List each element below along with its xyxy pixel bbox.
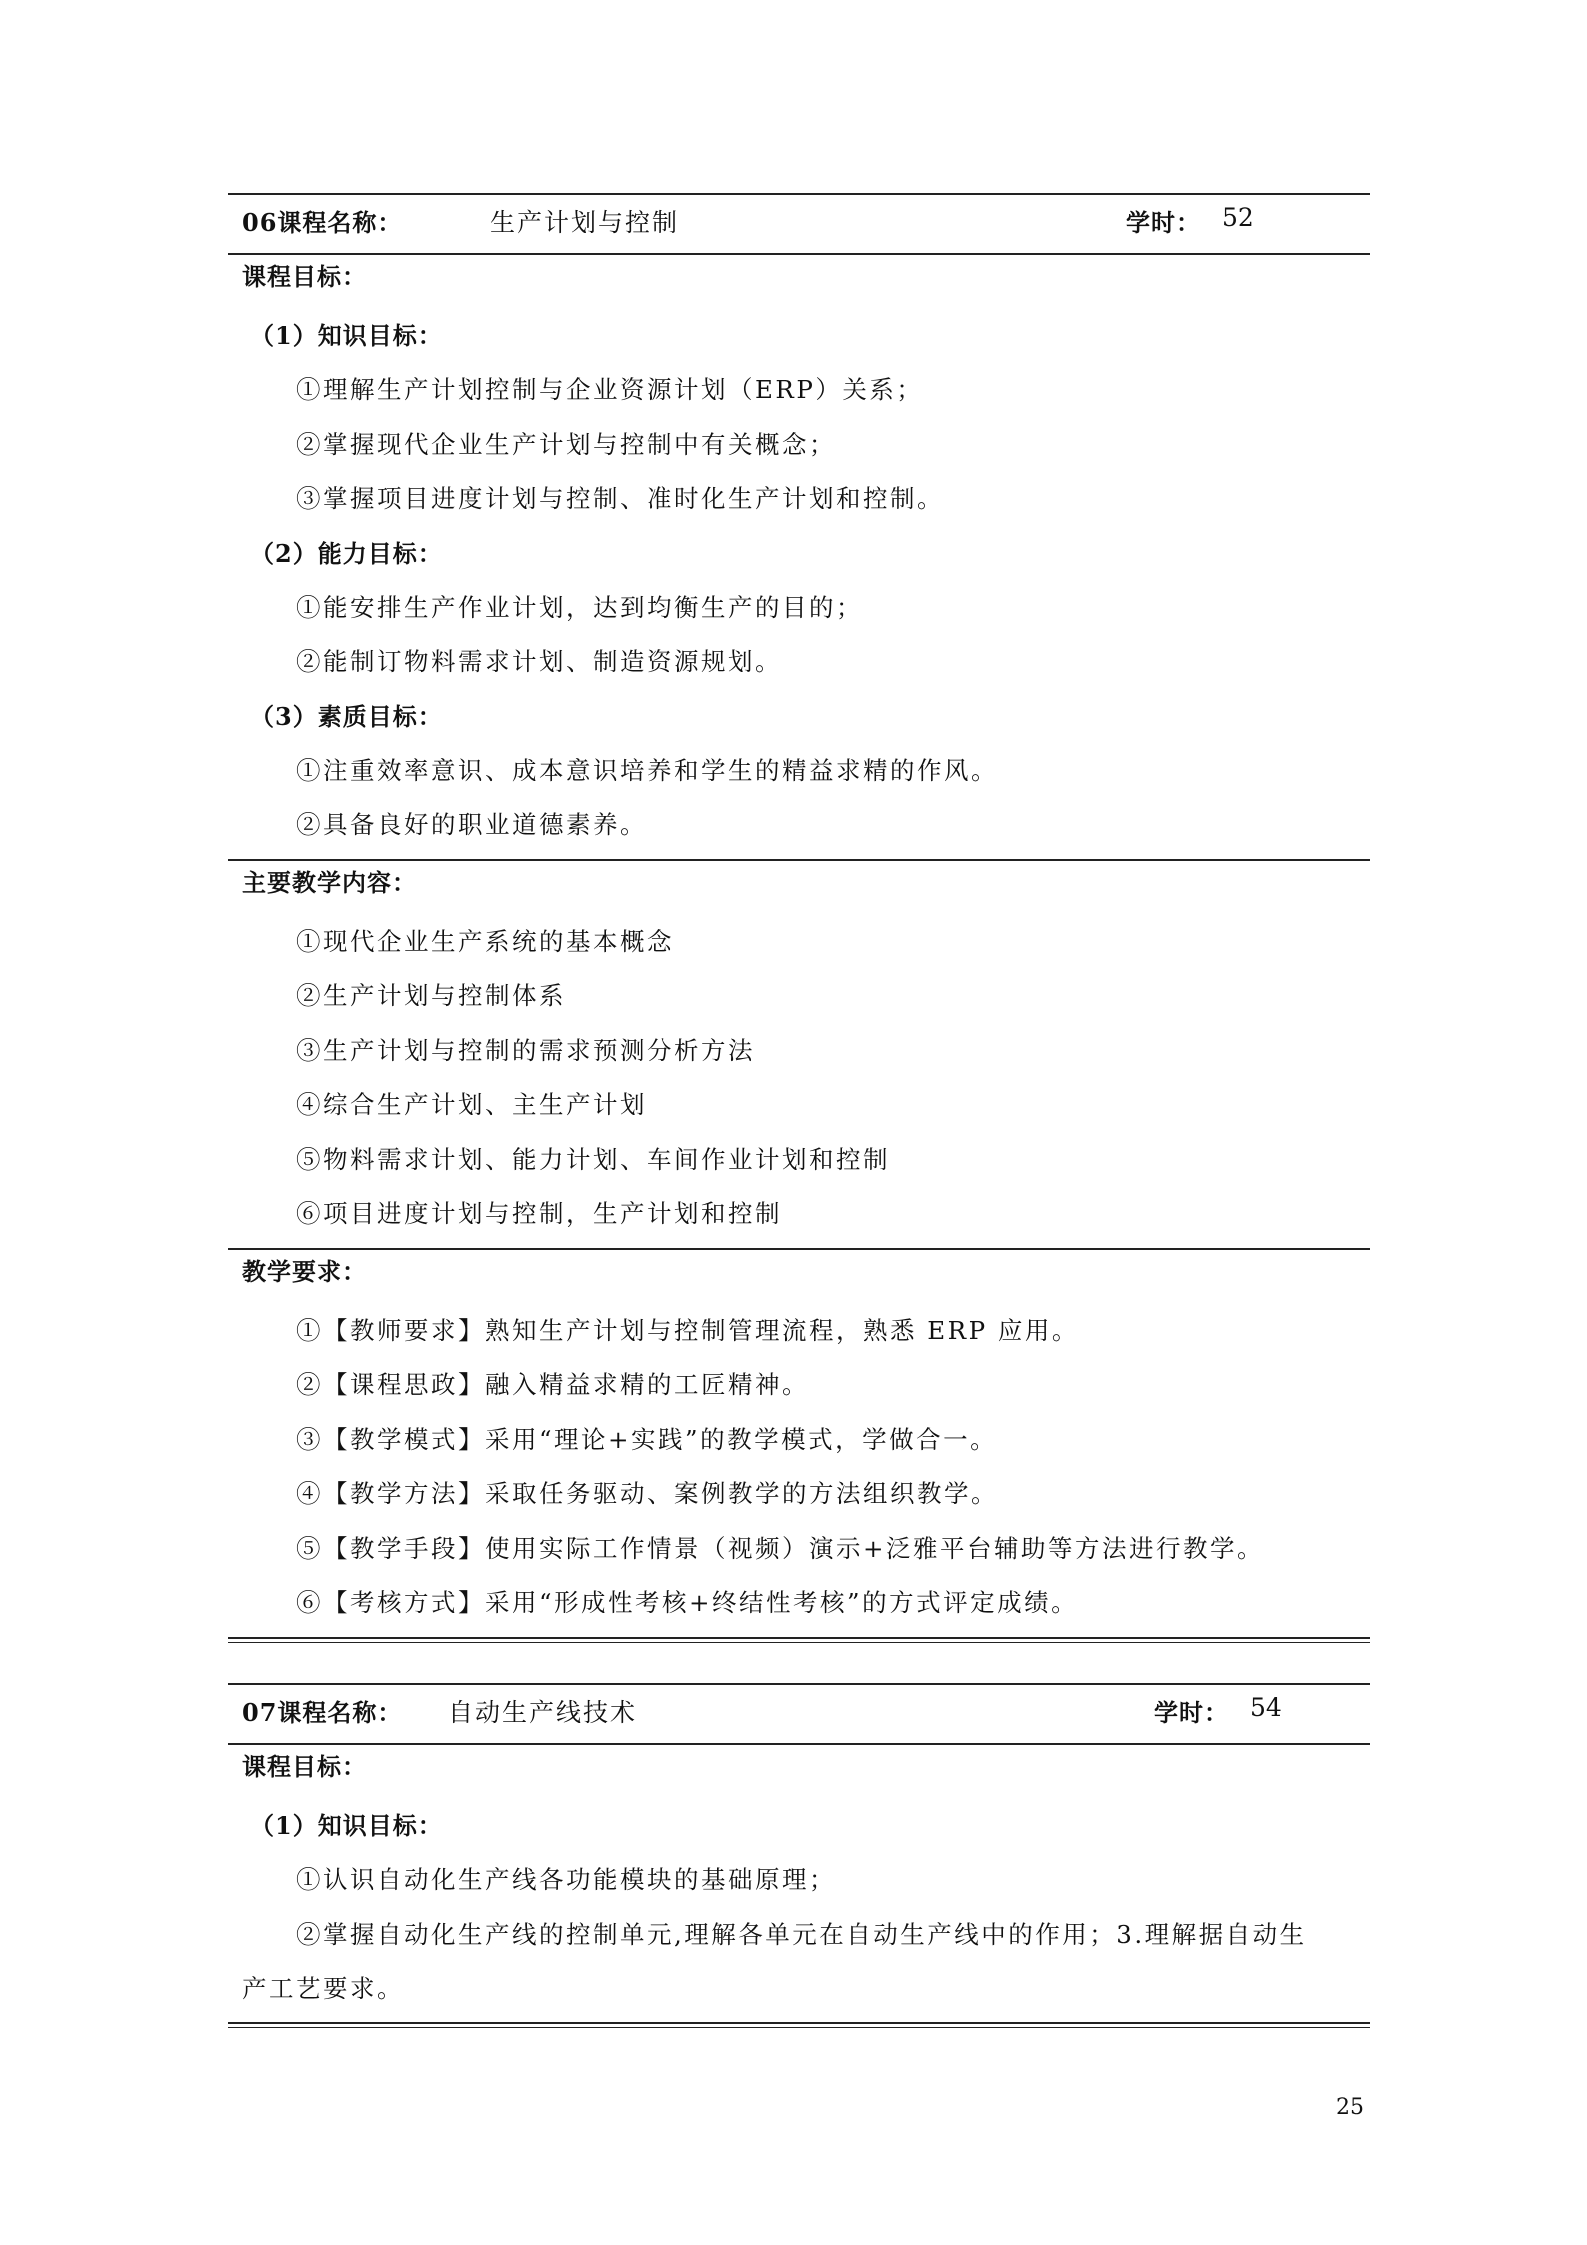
- list-item: ①能安排生产作业计划，达到均衡生产的目的；: [296, 592, 863, 622]
- list-item: ④【教学方法】采取任务驱动、案例教学的方法组织教学。: [296, 1479, 998, 1508]
- course-block-06: [228, 193, 1370, 1643]
- ability-goals-title: （2）能力目标：: [250, 538, 443, 568]
- course-name-label: 07课程名称：: [242, 1698, 403, 1727]
- list-item-wrapped: [228, 1908, 1370, 2016]
- section-title: 教学要求：: [242, 1256, 367, 1286]
- list-item: ②【课程思政】融入精益求精的工匠精神。: [296, 1370, 809, 1399]
- list-item: ④综合生产计划、主生产计划: [296, 1090, 647, 1119]
- list-item: ⑤物料需求计划、能力计划、车间作业计划和控制: [296, 1144, 890, 1174]
- page-number: 25: [1336, 2095, 1364, 2120]
- list-item: ①认识自动化生产线各功能模块的基础原理；: [296, 1865, 836, 1894]
- knowledge-goals-title: （1）知识目标：: [250, 1811, 443, 1840]
- list-item: ②掌握现代企业生产计划与控制中有关概念；: [296, 429, 836, 459]
- knowledge-goals-title: （1）知识目标：: [250, 321, 443, 350]
- course-goals-section: [228, 1745, 1370, 2022]
- quality-goals-title: （3）素质目标：: [250, 701, 443, 731]
- list-item: ⑥项目进度计划与控制，生产计划和控制: [296, 1199, 782, 1228]
- list-item: ②能制订物料需求计划、制造资源规划。: [296, 647, 782, 676]
- course-header: [228, 195, 1370, 253]
- course-name-label: 06课程名称：: [242, 208, 403, 237]
- course-hours-label: 学时：: [1154, 1698, 1229, 1727]
- course-name: 生产计划与控制: [490, 208, 680, 237]
- course-block-07: [228, 1683, 1370, 2028]
- course-name: 自动生产线技术: [448, 1698, 638, 1727]
- section-title: 课程目标：: [242, 262, 367, 291]
- list-item-continuation: 产工艺要求。: [242, 1973, 404, 2003]
- course-goals-section: [228, 255, 1370, 859]
- section-title: 主要教学内容：: [242, 867, 417, 897]
- list-item-line: ②掌握自动化生产线的控制单元,理解各单元在自动生产线中的作用；3.理解据自动生: [296, 1919, 1307, 1949]
- list-item: ①现代企业生产系统的基本概念: [296, 926, 674, 956]
- list-item: ①注重效率意识、成本意识培养和学生的精益求精的作风。: [296, 755, 998, 785]
- list-item: ③生产计划与控制的需求预测分析方法: [296, 1035, 755, 1065]
- teaching-content-section: [228, 861, 1370, 1248]
- teaching-requirements-section: [228, 1250, 1370, 1637]
- course-header: [228, 1685, 1370, 1743]
- list-item: ③掌握项目进度计划与控制、准时化生产计划和控制。: [296, 484, 944, 513]
- list-item: ①理解生产计划控制与企业资源计划（ERP）关系；: [296, 375, 924, 404]
- table-bottom-rule: [228, 1637, 1370, 1643]
- list-item: ②生产计划与控制体系: [296, 981, 566, 1010]
- course-hours-label: 学时：: [1126, 208, 1201, 237]
- list-item: ⑤【教学手段】使用实际工作情景（视频）演示+泛雅平台辅助等方法进行教学。: [296, 1533, 1265, 1563]
- table-bottom-rule: [228, 2022, 1370, 2028]
- list-item: ②具备良好的职业道德素养。: [296, 810, 647, 839]
- list-item: ①【教师要求】熟知生产计划与控制管理流程，熟悉 ERP 应用。: [296, 1315, 1079, 1345]
- list-item: ③【教学模式】采用“理论+实践”的教学模式，学做合一。: [296, 1424, 998, 1454]
- course-hours: 54: [1250, 1693, 1282, 1722]
- section-title: 课程目标：: [242, 1752, 367, 1781]
- list-item: ⑥【考核方式】采用“形成性考核+终结性考核”的方式评定成绩。: [296, 1588, 1079, 1617]
- course-hours: 52: [1222, 203, 1254, 232]
